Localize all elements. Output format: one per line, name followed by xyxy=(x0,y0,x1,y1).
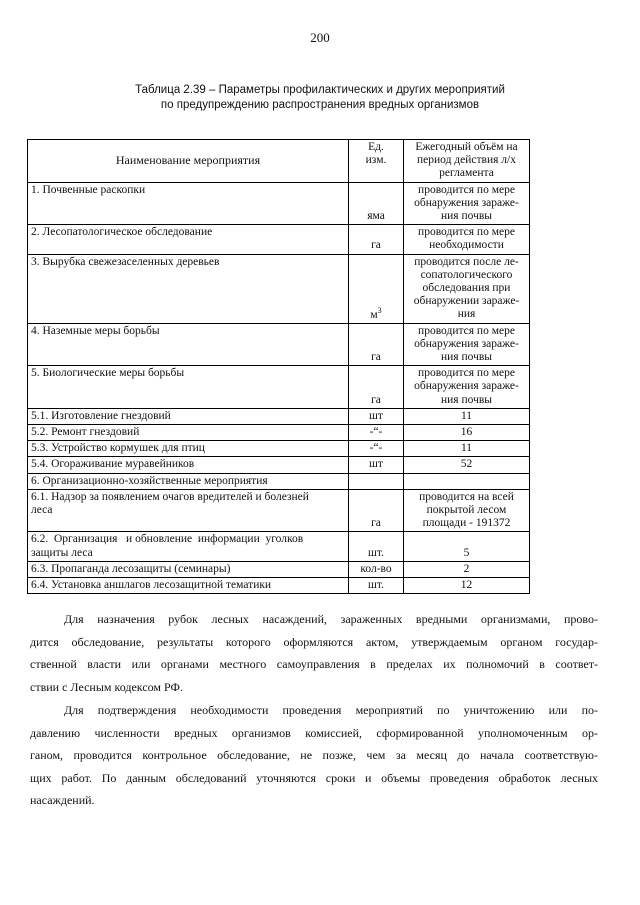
unit-superscript: 3 xyxy=(377,305,382,315)
volume-line: обследования при xyxy=(422,282,511,295)
measure-name: 5.1. Изготовление гнездовий xyxy=(28,408,349,424)
paragraph-line: ственной власти или органами местного самоуправления в пределах их полномочий в соответ- xyxy=(30,657,598,671)
measure-name: 1. Почвенные раскопки xyxy=(28,182,349,225)
volume-line: ния xyxy=(457,308,476,321)
header-volume-line: период действия л/х xyxy=(417,154,516,167)
table-row xyxy=(28,441,530,457)
paragraph-line: Для назначения рубок лесных насаждений, зараженных вредными организмами, прово- xyxy=(64,612,598,626)
measure-unit xyxy=(349,254,404,323)
volume-line: проводится по мере xyxy=(418,183,515,196)
measure-name: 6. Организационно-хозяйственные мероприятия xyxy=(28,473,349,489)
measure-name: 5.4. Огораживание муравейников xyxy=(28,457,349,473)
measure-name: 6.4. Установка аншлагов лесозащитной тематики xyxy=(28,578,349,594)
volume-line: обнаружения зараже- xyxy=(414,380,519,393)
measure-name: 3. Вырубка свежезаселенных деревьев xyxy=(28,254,349,323)
unit-text: м xyxy=(370,308,378,321)
header-annual-volume xyxy=(404,140,530,183)
table-row xyxy=(28,473,530,489)
measure-volume: 12 xyxy=(404,578,530,594)
name-line: защиты леса xyxy=(31,546,93,559)
header-unit xyxy=(349,140,404,183)
header-volume-line: Ежегодный объём на xyxy=(415,141,518,153)
measure-name xyxy=(28,532,349,561)
measure-name xyxy=(28,489,349,532)
volume-line: проводится после ле- xyxy=(414,255,519,268)
measure-unit: яма xyxy=(349,182,404,225)
measure-name: 4. Наземные меры борьбы xyxy=(28,323,349,366)
measure-unit: -“- xyxy=(349,441,404,457)
measures-table xyxy=(27,139,530,594)
measure-volume: 16 xyxy=(404,425,530,441)
header-unit-line: Ед. xyxy=(368,141,384,153)
volume-line: проводится по мере xyxy=(418,226,515,239)
paragraph-line: дится обследование, результаты которого оформляются актом, утверждаемым органом государ- xyxy=(30,634,598,649)
measure-unit: га xyxy=(349,366,404,409)
name-line: 6.2. Организация и обновление информации уголков xyxy=(31,533,304,546)
header-volume-line: регламента xyxy=(439,167,494,180)
table-caption xyxy=(60,83,580,113)
volume-line: проводится по мере xyxy=(418,367,515,380)
measure-unit: шт xyxy=(349,457,404,473)
measure-volume xyxy=(404,489,530,532)
caption-line-2: по предупреждению распространения вредных организмов xyxy=(160,99,480,111)
table-row xyxy=(28,225,530,254)
measure-unit: га xyxy=(349,489,404,532)
page-number: 200 xyxy=(310,30,330,45)
paragraph-line: давлению численности вредных организмов комиссией, сформированной уполномоченным ор- xyxy=(30,725,598,740)
measure-unit: шт. xyxy=(349,532,404,561)
volume-line: обнаружения зараже- xyxy=(414,337,519,350)
table-row xyxy=(28,182,530,225)
paragraph-line: ганом, проводится контрольное обследование, не позже, чем за месяц до начала соответствую- xyxy=(30,748,598,762)
volume-line: ния почвы xyxy=(440,393,493,406)
header-unit-line: изм. xyxy=(365,154,387,167)
measure-unit: шт. xyxy=(349,578,404,594)
volume-line: обнаружения зараже- xyxy=(414,196,519,209)
volume-line: проводится на всей xyxy=(419,490,514,503)
measure-volume xyxy=(404,366,530,409)
caption-line-1: Таблица 2.39 – Параметры профилактических и других мероприятий xyxy=(135,84,505,96)
table-row xyxy=(28,561,530,577)
measure-volume: 11 xyxy=(404,441,530,457)
measure-unit: -“- xyxy=(349,425,404,441)
measure-unit: га xyxy=(349,323,404,366)
measure-name: 2. Лесопатологическое обследование xyxy=(28,225,349,254)
measure-unit: га xyxy=(349,225,404,254)
table-row xyxy=(28,366,530,409)
measure-name: 5. Биологические меры борьбы xyxy=(28,366,349,409)
table-row xyxy=(28,254,530,323)
name-line: 6.1. Надзор за появлением очагов вредителей и болезней xyxy=(31,490,309,503)
volume-line: ния почвы xyxy=(440,351,493,364)
volume-line: сопатологического xyxy=(420,268,513,281)
measure-volume xyxy=(404,182,530,225)
measure-volume xyxy=(404,323,530,366)
paragraph-line: насаждений. xyxy=(30,793,95,807)
table-row xyxy=(28,408,530,424)
measure-volume: 52 xyxy=(404,457,530,473)
volume-line: обнаружении зараже- xyxy=(413,295,520,308)
table-row xyxy=(28,489,530,532)
table-row xyxy=(28,532,530,561)
table-row xyxy=(28,323,530,366)
measure-unit: шт xyxy=(349,408,404,424)
table-header-row xyxy=(28,140,530,183)
name-line: леса xyxy=(31,504,53,517)
measure-volume xyxy=(404,254,530,323)
measure-unit: кол-во xyxy=(349,561,404,577)
measure-name: 6.3. Пропаганда лесозащиты (семинары) xyxy=(28,561,349,577)
paragraph-felling-assignment xyxy=(30,608,598,698)
measure-volume: 2 xyxy=(404,561,530,577)
measure-volume: 5 xyxy=(404,532,530,561)
table-row xyxy=(28,425,530,441)
paragraph-line: ствии с Лесным кодексом РФ. xyxy=(30,679,183,694)
measure-volume xyxy=(404,473,530,489)
paragraph-line: Для подтверждения необходимости проведения мероприятий по уничтожению или по- xyxy=(64,703,598,717)
measure-volume xyxy=(404,225,530,254)
measure-name: 5.2. Ремонт гнездовий xyxy=(28,425,349,441)
measure-name: 5.3. Устройство кормушек для птиц xyxy=(28,441,349,457)
table-row xyxy=(28,578,530,594)
volume-line: покрытой лесом xyxy=(426,504,507,517)
volume-line: проводится по мере xyxy=(418,324,515,337)
table-row xyxy=(28,457,530,473)
volume-line: площади - 191372 xyxy=(422,517,511,530)
volume-line: необходимости xyxy=(429,239,504,252)
paragraph-line: щих работ. По данным обследований уточняются сроки и объемы проведения обработок лесных xyxy=(30,770,598,785)
measure-volume: 11 xyxy=(404,408,530,424)
volume-line: ния почвы xyxy=(440,210,493,223)
measure-unit xyxy=(349,473,404,489)
paragraph-control-survey xyxy=(30,699,598,812)
header-measure-name: Наименование мероприятия xyxy=(28,140,349,183)
